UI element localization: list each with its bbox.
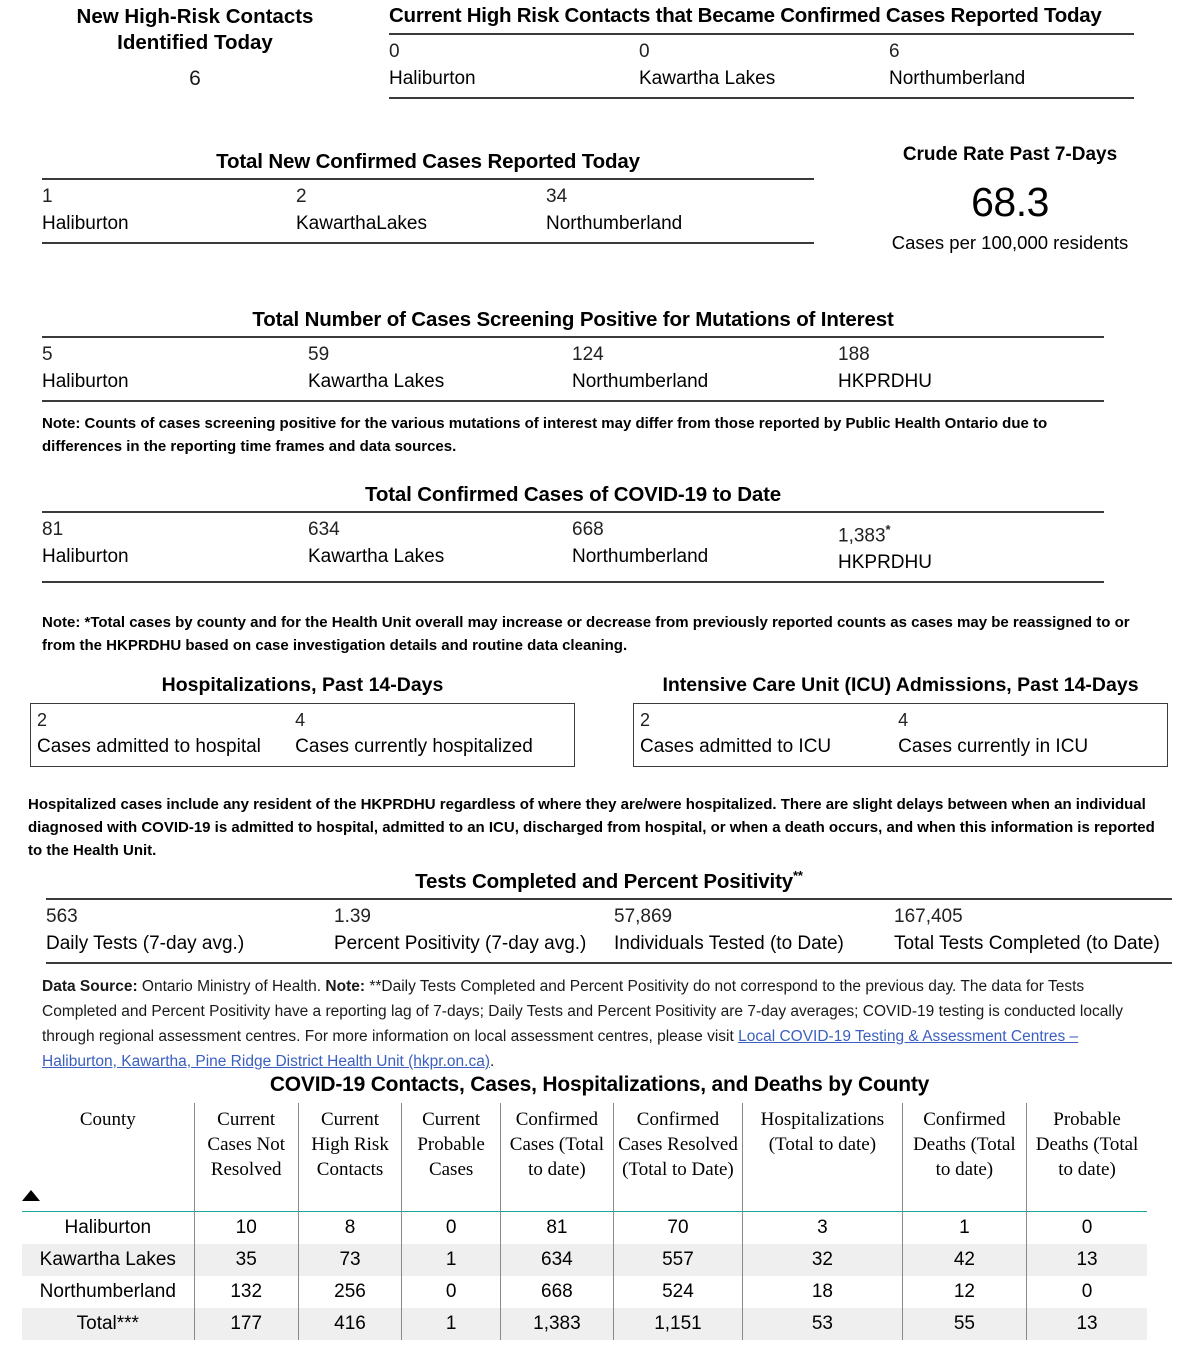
data-source-lead: Data Source: xyxy=(42,978,138,995)
stat-cell xyxy=(546,180,810,242)
tests-panel xyxy=(46,868,1172,964)
col-header-hospitalizations[interactable]: Hospitalizations (Total to date) xyxy=(743,1103,903,1212)
hospitalized-cases-note: Hospitalized cases include any resident of the HKPRDHU regardless of where they are/were hospitalized. There are slight delays between when an individual diagnosed with COVID-19 is admitted to hospital, admitted to an ICU, discharged from hospital, or when a death occurs, and when this information is reported to the Health Unit. xyxy=(28,796,1155,859)
stat-value: 0 xyxy=(639,41,650,62)
hospitalizations-panel xyxy=(30,672,575,767)
cell-cases-resolved: 1,151 xyxy=(613,1308,742,1340)
sort-ascending-icon[interactable] xyxy=(22,1190,40,1201)
stat-cell xyxy=(308,338,572,400)
stat-value xyxy=(838,517,1104,549)
col-header-probable-cases[interactable]: Current Probable Cases xyxy=(402,1103,501,1212)
stat-label: Kawartha Lakes xyxy=(639,68,776,89)
stat-label: Kawartha Lakes xyxy=(308,371,445,392)
box-cell xyxy=(892,704,1167,766)
new-confirmed-today-title: Total New Confirmed Cases Reported Today xyxy=(216,150,640,173)
cell-cases-resolved: 70 xyxy=(613,1212,742,1245)
cell-cases-resolved: 524 xyxy=(613,1276,742,1308)
stat-number: 81 xyxy=(42,519,64,540)
stat-label: Haliburton xyxy=(389,68,476,89)
cell-confirmed-cases: 81 xyxy=(500,1212,613,1245)
icu-panel xyxy=(633,672,1168,767)
mutations-stats xyxy=(42,336,1104,402)
stat-value: 59 xyxy=(308,344,330,365)
stat-value xyxy=(572,517,838,543)
stat-cell xyxy=(572,513,838,581)
stat-cell xyxy=(334,900,614,962)
stat-label: Northumberland xyxy=(572,546,709,567)
icu-title: Intensive Care Unit (ICU) Admissions, Past 14-Days xyxy=(662,674,1139,696)
cell-cases-not-resolved: 35 xyxy=(194,1244,298,1276)
cell-high-risk-contacts: 73 xyxy=(298,1244,401,1276)
cell-confirmed-deaths: 1 xyxy=(902,1212,1026,1245)
hospitalizations-title: Hospitalizations, Past 14-Days xyxy=(161,674,444,696)
stat-value: 6 xyxy=(889,41,900,62)
total-confirmed-stats xyxy=(42,511,1104,583)
stat-cell xyxy=(838,513,1104,581)
section-top-row xyxy=(0,0,1199,120)
section-county-table xyxy=(0,1070,1199,1340)
stat-value xyxy=(308,517,572,543)
total-confirmed-title: Total Confirmed Cases of COVID-19 to Date xyxy=(364,483,782,506)
tests-footnote-marker: ** xyxy=(793,868,803,883)
stat-cell xyxy=(614,900,894,962)
stat-label: HKPRDHU xyxy=(838,552,932,574)
cell-cases-resolved: 557 xyxy=(613,1244,742,1276)
stat-value: 124 xyxy=(572,344,604,365)
cell-confirmed-deaths: 55 xyxy=(902,1308,1026,1340)
stat-cell xyxy=(46,900,334,962)
stat-label: Daily Tests (7-day avg.) xyxy=(46,932,245,954)
box-label: Cases currently hospitalized xyxy=(295,736,533,757)
county-table-body xyxy=(22,1212,1147,1341)
cell-confirmed-cases: 634 xyxy=(500,1244,613,1276)
stat-cell xyxy=(889,35,1134,97)
cell-confirmed-cases: 668 xyxy=(500,1276,613,1308)
cell-county: Total*** xyxy=(76,1313,139,1334)
cell-cases-not-resolved: 10 xyxy=(194,1212,298,1245)
assessment-centres-link[interactable]: Local COVID-19 Testing & Assessment Centres – Haliburton, Kawartha, Pine Ridge District Health Unit (hkpr.on.ca) xyxy=(42,1028,1079,1070)
stat-label: Total Tests Completed (to Date) xyxy=(894,932,1160,954)
table-row-total xyxy=(22,1308,1147,1340)
box-label: Cases admitted to ICU xyxy=(640,736,832,757)
stat-value: 188 xyxy=(838,344,870,365)
tests-title-text: Tests Completed and Percent Positivity xyxy=(415,869,793,893)
stat-label: HKPRDHU xyxy=(838,371,932,392)
box-value: 2 xyxy=(640,710,651,730)
cell-cases-not-resolved: 177 xyxy=(194,1308,298,1340)
new-confirmed-today-panel xyxy=(42,150,814,244)
stat-footnote-marker: * xyxy=(885,522,891,537)
crude-rate-title: Crude Rate Past 7-Days xyxy=(902,144,1118,165)
cell-cases-not-resolved: 132 xyxy=(194,1276,298,1308)
cell-hospitalizations: 3 xyxy=(743,1212,903,1245)
box-value: 4 xyxy=(295,710,306,730)
cell-probable-deaths: 0 xyxy=(1027,1276,1147,1308)
cell-hospitalizations: 32 xyxy=(743,1244,903,1276)
cell-probable-cases: 1 xyxy=(402,1244,501,1276)
county-table-header-row xyxy=(22,1103,1147,1212)
col-header-high-risk-contacts[interactable]: Current High Risk Contacts xyxy=(298,1103,401,1212)
tests-title xyxy=(46,868,1172,894)
new-high-risk-contacts-panel xyxy=(30,4,360,94)
stat-value: 57,869 xyxy=(614,905,673,927)
box-label: Cases admitted to hospital xyxy=(37,736,261,757)
hospitalizations-box xyxy=(30,703,575,767)
stat-value: 167,405 xyxy=(894,905,963,927)
cell-probable-deaths: 13 xyxy=(1027,1308,1147,1340)
col-header-cases-resolved[interactable]: Confirmed Cases Resolved (Total to Date) xyxy=(613,1103,742,1212)
box-value: 4 xyxy=(898,710,909,730)
high-risk-became-cases-title: Current High Risk Contacts that Became Confirmed Cases Reported Today xyxy=(389,4,1102,27)
stat-cell xyxy=(838,338,1104,400)
cell-hospitalizations: 53 xyxy=(743,1308,903,1340)
mutations-note: Note: Counts of cases screening positive for the various mutations of interest may differ from those reported by Public Health Ontario due to differences in the reporting time frames and data sources. xyxy=(42,415,1048,455)
cell-high-risk-contacts: 416 xyxy=(298,1308,401,1340)
new-high-risk-title-line2: Identified Today xyxy=(117,31,273,54)
stat-label: Haliburton xyxy=(42,371,129,392)
stat-label: Haliburton xyxy=(42,546,129,567)
table-row xyxy=(22,1212,1147,1245)
box-label: Cases currently in ICU xyxy=(898,736,1089,757)
stat-cell xyxy=(894,900,1172,962)
stat-value: 34 xyxy=(546,186,568,207)
county-table-head xyxy=(22,1103,1147,1212)
stat-value: 2 xyxy=(296,186,307,207)
col-header-confirmed-cases[interactable]: Confirmed Cases (Total to date) xyxy=(500,1103,613,1212)
stat-label: Individuals Tested (to Date) xyxy=(614,932,844,954)
stat-label: Northumberland xyxy=(546,213,683,234)
stat-value: 0 xyxy=(389,41,400,62)
cell-county: Northumberland xyxy=(39,1281,176,1302)
stat-value: 1.39 xyxy=(334,905,371,927)
stat-cell xyxy=(308,513,572,581)
col-header-probable-deaths[interactable]: Probable Deaths (Total to date) xyxy=(1027,1103,1147,1212)
stat-cell xyxy=(42,338,308,400)
stat-label: Kawartha Lakes xyxy=(308,546,445,567)
cell-confirmed-deaths: 42 xyxy=(902,1244,1026,1276)
stat-number: 1,383 xyxy=(838,525,886,547)
new-high-risk-title-line1: New High-Risk Contacts xyxy=(76,5,314,28)
stat-value xyxy=(42,517,308,543)
data-source-text-1: Ontario Ministry of Health. xyxy=(137,978,326,995)
col-header-confirmed-deaths[interactable]: Confirmed Deaths (Total to date) xyxy=(902,1103,1026,1212)
stat-value: 563 xyxy=(46,905,78,927)
cell-confirmed-deaths: 12 xyxy=(902,1276,1026,1308)
county-table xyxy=(22,1103,1147,1340)
data-source-text-3: . xyxy=(489,1053,495,1070)
stat-cell xyxy=(389,35,639,97)
stat-cell xyxy=(639,35,889,97)
cell-high-risk-contacts: 8 xyxy=(298,1212,401,1245)
crude-rate-value: 68.3 xyxy=(971,179,1049,225)
stat-label: Percent Positivity (7-day avg.) xyxy=(334,932,587,954)
icu-box xyxy=(633,703,1168,767)
stat-cell xyxy=(296,180,546,242)
cell-probable-cases: 0 xyxy=(402,1212,501,1245)
total-confirmed-note: Note: *Total cases by county and for the Health Unit overall may increase or decrease from previously reported counts as cases may be reassigned to or from the HKPRDHU based on case investigation details and routine data cleaning. xyxy=(42,614,1130,655)
col-header-cases-not-resolved[interactable]: Current Cases Not Resolved xyxy=(194,1103,298,1212)
stat-cell xyxy=(42,513,308,581)
stat-label: Haliburton xyxy=(42,213,129,234)
cell-hospitalizations: 18 xyxy=(743,1276,903,1308)
col-header-county[interactable]: County xyxy=(79,1109,136,1130)
cell-probable-deaths: 13 xyxy=(1027,1244,1147,1276)
county-table-title: COVID-19 Contacts, Cases, Hospitalizations, and Deaths by County xyxy=(269,1073,930,1096)
box-cell xyxy=(31,704,289,766)
new-confirmed-today-stats xyxy=(42,178,814,244)
total-confirmed-panel xyxy=(42,483,1130,657)
tests-stats xyxy=(46,898,1172,964)
data-source-note-lead: Note: xyxy=(325,978,366,995)
stat-value: 5 xyxy=(42,344,53,365)
crude-rate-subtitle: Cases per 100,000 residents xyxy=(891,232,1129,253)
cell-high-risk-contacts: 256 xyxy=(298,1276,401,1308)
high-risk-became-cases-stats xyxy=(389,33,1134,99)
stat-value: 1 xyxy=(42,186,53,207)
crude-rate-panel xyxy=(840,142,1180,256)
high-risk-became-cases-panel xyxy=(389,2,1134,99)
stat-label: Northumberland xyxy=(889,68,1026,89)
data-source-note xyxy=(42,974,1140,1074)
stat-number: 634 xyxy=(308,519,340,540)
table-row xyxy=(22,1276,1147,1308)
stat-label: KawarthaLakes xyxy=(296,213,427,234)
cell-probable-cases: 1 xyxy=(402,1308,501,1340)
cell-county: Haliburton xyxy=(64,1217,152,1238)
stat-label: Northumberland xyxy=(572,371,709,392)
stat-number: 668 xyxy=(572,519,604,540)
cell-probable-cases: 0 xyxy=(402,1276,501,1308)
mutations-panel xyxy=(42,308,1104,458)
new-high-risk-value: 6 xyxy=(189,67,201,90)
cell-probable-deaths: 0 xyxy=(1027,1212,1147,1245)
stat-cell xyxy=(42,180,296,242)
cell-confirmed-cases: 1,383 xyxy=(500,1308,613,1340)
box-cell xyxy=(289,704,574,766)
cell-county: Kawartha Lakes xyxy=(39,1249,176,1270)
box-value: 2 xyxy=(37,710,48,730)
data-source-text-2: **Daily Tests Completed and Percent Positivity do not correspond to the previous day. The data for Tests Completed and Percent Positivity have a reporting lag of 7-days; Daily Tests and Percent Positivity are 7-day averages; COVID-19 testing is conducted locally through regional assessment centres. For more information on local assessment centres, please visit xyxy=(42,978,1123,1045)
stat-cell xyxy=(572,338,838,400)
mutations-title: Total Number of Cases Screening Positive for Mutations of Interest xyxy=(252,308,894,331)
table-row xyxy=(22,1244,1147,1276)
box-cell xyxy=(634,704,892,766)
